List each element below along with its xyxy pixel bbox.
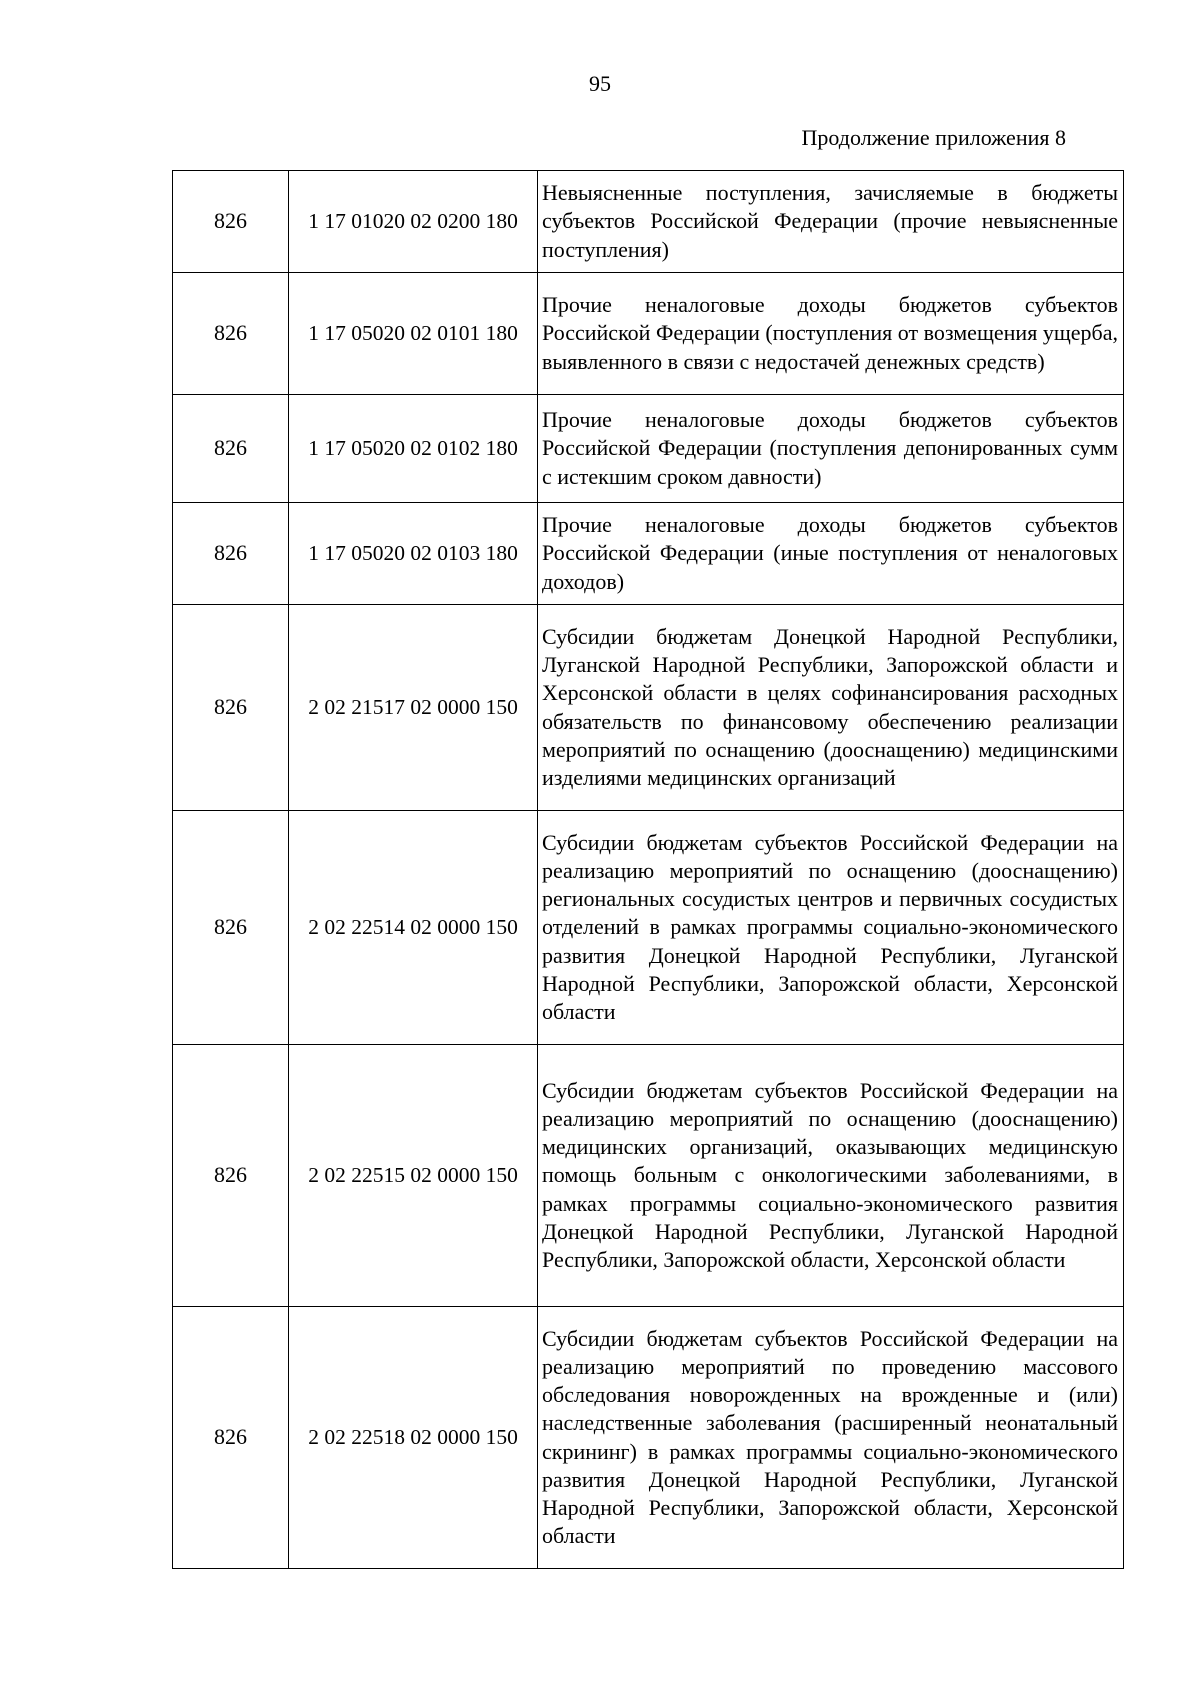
income-code-cell: 1 17 05020 02 0102 180	[289, 395, 538, 503]
table-row	[173, 1045, 1124, 1307]
income-code-cell: 2 02 22518 02 0000 150	[289, 1307, 538, 1569]
page-number: 95	[589, 71, 611, 96]
table-row	[173, 171, 1124, 273]
income-code-cell: 1 17 01020 02 0200 180	[289, 171, 538, 273]
income-name-cell: Субсидии бюджетам субъектов Российской Федерации на реализацию мероприятий по оснащению (дооснащению) медицинских организаций, оказывающих медицинскую помощь больным с онкологическими заболеваниями, в рамках программы социально-экономического развития Донецкой Народной Республики, Луганской Народной Республики, Запорожской области, Херсонской области	[538, 1045, 1124, 1307]
income-name-cell: Субсидии бюджетам субъектов Российской Федерации на реализацию мероприятий по оснащению (дооснащению) региональных сосудистых центров и первичных сосудистых отделений в рамках программы социально-экономического развития Донецкой Народной Республики, Луганской Народной Республики, Запорожской области, Херсонской области	[538, 811, 1124, 1045]
admin-code-cell: 826	[173, 605, 289, 811]
income-name-cell: Прочие неналоговые доходы бюджетов субъектов Российской Федерации (поступления депонированных сумм с истекшим сроком давности)	[538, 395, 1124, 503]
budget-revenue-table	[172, 170, 1124, 1569]
income-name-cell: Прочие неналоговые доходы бюджетов субъектов Российской Федерации (иные поступления от неналоговых доходов)	[538, 503, 1124, 605]
admin-code-cell: 826	[173, 273, 289, 395]
income-code-cell: 2 02 22514 02 0000 150	[289, 811, 538, 1045]
admin-code-cell: 826	[173, 395, 289, 503]
income-name-cell: Прочие неналоговые доходы бюджетов субъектов Российской Федерации (поступления от возмещения ущерба, выявленного в связи с недостачей денежных средств)	[538, 273, 1124, 395]
income-name-cell: Субсидии бюджетам субъектов Российской Федерации на реализацию мероприятий по проведению массового обследования новорожденных на врожденные и (или) наследственные заболевания (расширенный неонатальный скрининг) в рамках программы социально-экономического развития Донецкой Народной Республики, Луганской Народной Республики, Запорожской области, Херсонской области	[538, 1307, 1124, 1569]
income-code-cell: 2 02 22515 02 0000 150	[289, 1045, 538, 1307]
admin-code-cell: 826	[173, 811, 289, 1045]
admin-code-cell: 826	[173, 171, 289, 273]
admin-code-cell: 826	[173, 503, 289, 605]
table-row	[173, 395, 1124, 503]
table-row	[173, 273, 1124, 395]
income-code-cell: 1 17 05020 02 0101 180	[289, 273, 538, 395]
income-code-cell: 1 17 05020 02 0103 180	[289, 503, 538, 605]
admin-code-cell: 826	[173, 1307, 289, 1569]
appendix-continuation-note: Продолжение приложения 8	[801, 125, 1066, 150]
income-name-cell: Субсидии бюджетам Донецкой Народной Республики, Луганской Народной Республики, Запорожской области и Херсонской области в целях софинансирования расходных обязательств по финансовому обеспечению реализации мероприятий по оснащению (дооснащению) медицинскими изделиями медицинских организаций	[538, 605, 1124, 811]
income-code-cell: 2 02 21517 02 0000 150	[289, 605, 538, 811]
admin-code-cell: 826	[173, 1045, 289, 1307]
table-row	[173, 811, 1124, 1045]
table-row	[173, 1307, 1124, 1569]
table-row	[173, 605, 1124, 811]
table-row	[173, 503, 1124, 605]
income-name-cell: Невыясненные поступления, зачисляемые в бюджеты субъектов Российской Федерации (прочие невыясненные поступления)	[538, 171, 1124, 273]
